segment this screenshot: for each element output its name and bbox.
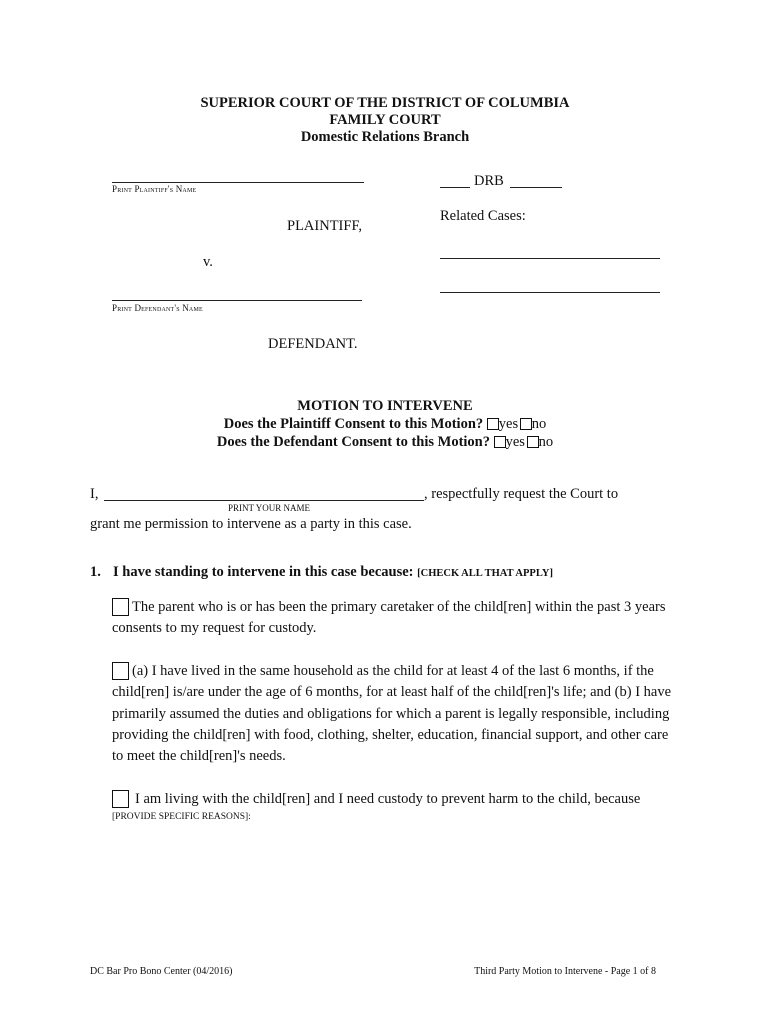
footer-left: DC Bar Pro Bono Center (04/2016): [90, 966, 233, 977]
defendant-consent-yes-label: yes: [505, 434, 525, 450]
defendant-name-line[interactable]: [112, 300, 362, 301]
plaintiff-label: PLAINTIFF,: [287, 218, 362, 234]
plaintiff-consent-no-label: no: [531, 416, 547, 432]
plaintiff-consent-yes-checkbox[interactable]: [487, 418, 499, 430]
option3-checkbox[interactable]: [112, 790, 129, 808]
section1-instruction: [CHECK ALL THAT APPLY]: [417, 568, 553, 579]
court-division: FAMILY COURT: [329, 112, 441, 128]
option1-text: The parent who is or has been the primary caretaker of the child[ren] within the past 3 years consents to my request for custody.: [112, 599, 666, 637]
plaintiff-consent-no-checkbox[interactable]: [520, 418, 532, 430]
intro-suffix: , respectfully request the Court to: [424, 486, 619, 502]
motion-title: MOTION TO INTERVENE: [297, 398, 473, 414]
section1-heading-row: [113, 564, 553, 581]
plaintiff-name-label: Print Plaintiff's Name: [112, 184, 197, 194]
option3-text: I am living with the child[ren] and I need custody to prevent harm to the child, because: [135, 791, 641, 807]
drb-prefix-line[interactable]: [440, 187, 470, 188]
your-name-line[interactable]: [104, 500, 424, 501]
option3-instruction: [PROVIDE SPECIFIC REASONS]:: [112, 812, 251, 822]
plaintiff-name-line[interactable]: [112, 182, 364, 183]
your-name-label: PRINT YOUR NAME: [228, 503, 311, 513]
defendant-consent-yes-checkbox[interactable]: [494, 436, 506, 448]
defendant-consent-row: [0, 434, 770, 451]
versus-label: v.: [203, 254, 213, 270]
section1-heading: I have standing to intervene in this case because:: [113, 564, 414, 580]
defendant-consent-no-checkbox[interactable]: [527, 436, 539, 448]
plaintiff-consent-question: Does the Plaintiff Consent to this Motion?: [223, 416, 484, 432]
option2-text: (a) I have lived in the same household as the child for at least 4 of the last 6 months, if the child[ren] is/are under the age of 6 months, for at least half of the child[ren]'s life; and (b) I have primarily assumed the duties and obligations for which a parent is legally responsible, including providing the child[ren] with food, clothing, shelter, education, financial support, and other care to meet the child[ren]'s needs.: [112, 663, 672, 765]
defendant-consent-no-label: no: [538, 434, 554, 450]
defendant-consent-question: Does the Defendant Consent to this Motion?: [216, 434, 490, 450]
defendant-name-label: Print Defendant's Name: [112, 303, 203, 313]
related-cases-label: Related Cases:: [440, 208, 526, 224]
related-case-line-1[interactable]: [440, 258, 660, 259]
intro-line-2: grant me permission to intervene as a party in this case.: [90, 516, 412, 532]
footer-right: Third Party Motion to Intervene - Page 1 of 8: [474, 966, 656, 977]
court-name: SUPERIOR COURT OF THE DISTRICT OF COLUMBIA: [200, 95, 570, 111]
related-case-line-2[interactable]: [440, 292, 660, 293]
plaintiff-consent-yes-label: yes: [498, 416, 519, 432]
drb-number-line[interactable]: [510, 187, 562, 188]
drb-label: DRB: [474, 173, 504, 189]
intro-prefix: I,: [90, 486, 99, 502]
court-branch: Domestic Relations Branch: [300, 129, 470, 145]
plaintiff-consent-row: [0, 416, 770, 433]
section1-number: 1.: [90, 564, 101, 580]
defendant-label: DEFENDANT.: [268, 336, 358, 352]
